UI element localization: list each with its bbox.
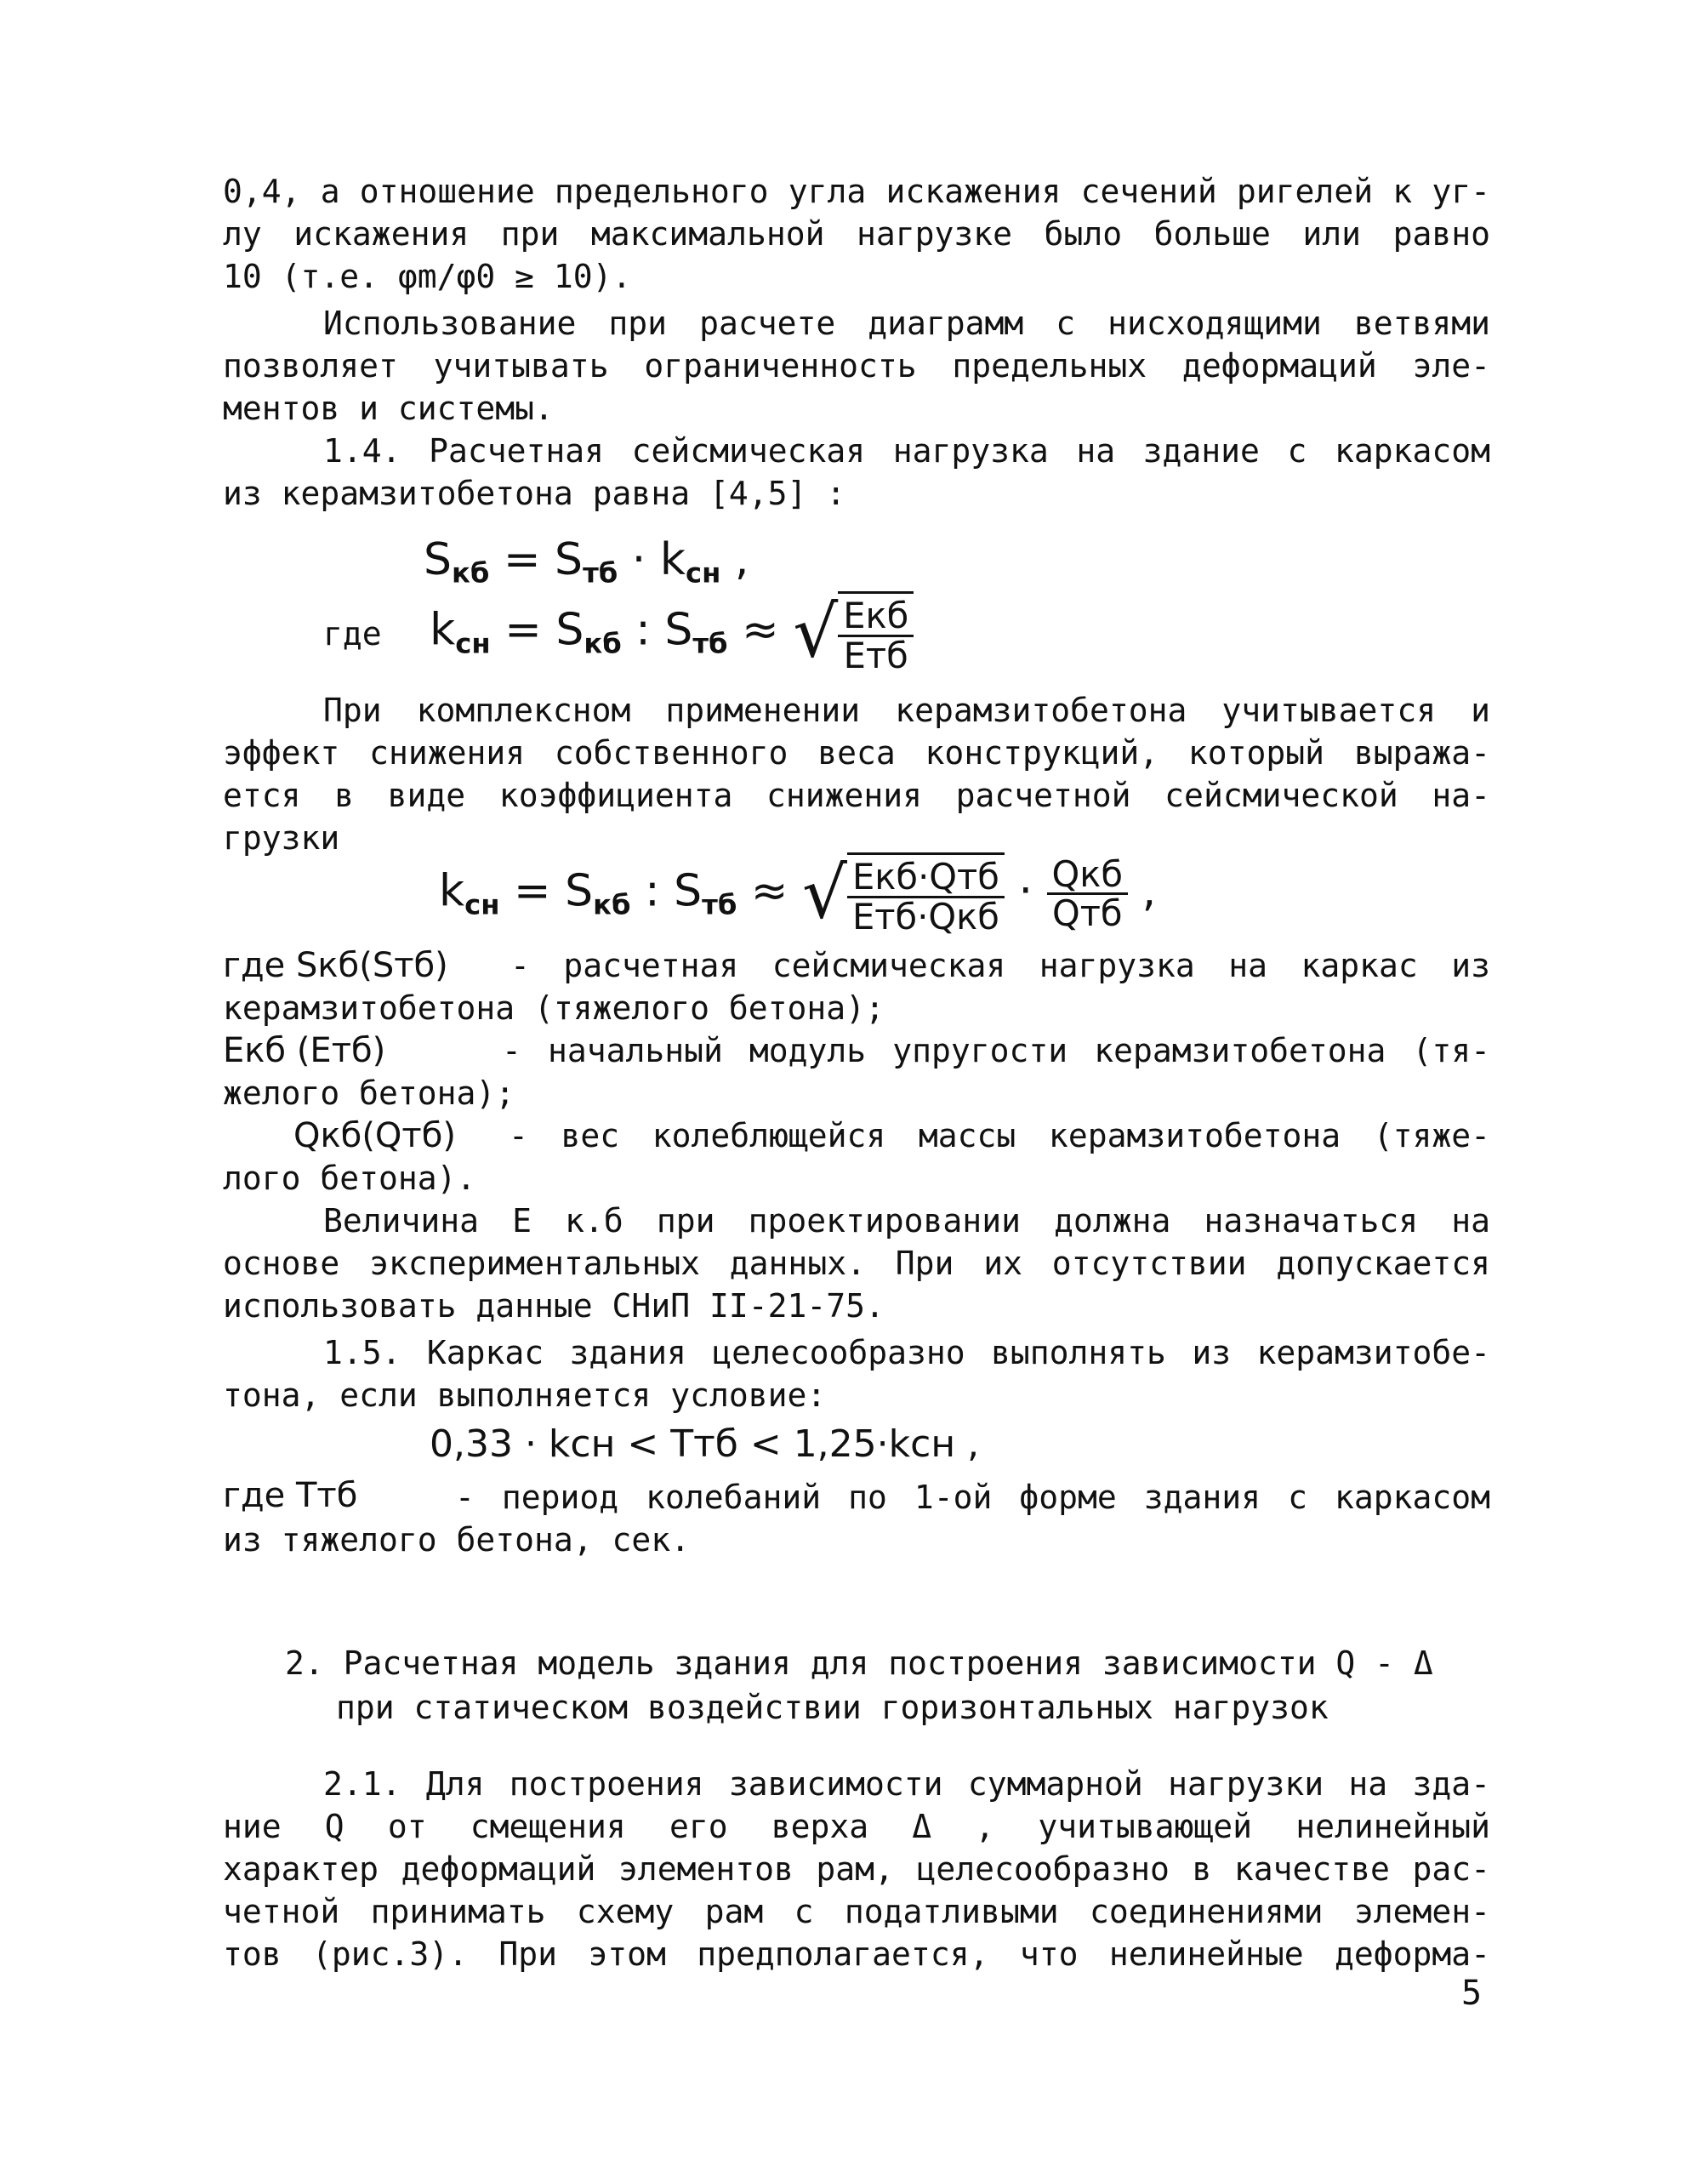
para8-line1: 2.1. Для построения зависимости суммарной нагрузки на зда-	[323, 1765, 1490, 1803]
formula-ksn-mass: $k_{сн} = S_{кб}$ : $S_{тб}$ ≈ √ $\frac{\text{Eкб·Qтб}}{\text{Eтб·Qкб}}$ · $\frac{\text{Qкб}}{\text{Qтб}}$ ,	[439, 852, 1157, 938]
para4-line3: ется в виде коэффициента снижения расчетной сейсмической на-	[223, 777, 1490, 814]
para5-line3: использовать данные СНиП II-21-75.	[223, 1287, 885, 1325]
para1-line1: 0,4, а отношение предельного угла искажения сечений ригелей к уг-	[223, 173, 1490, 210]
para8-line4: четной принимать схему рам с податливыми соединениями элемен-	[223, 1893, 1490, 1930]
def3-symbol: Qкб(Qтб)	[293, 1116, 456, 1155]
def3-line2: лого бетона).	[223, 1160, 476, 1197]
page-number: 5	[1461, 1974, 1483, 2013]
para1-line2: лу искажения при максимальной нагрузке было больше или равно	[223, 215, 1490, 253]
para2-line1: Использование при расчете диаграмм с нисходящими ветвями	[323, 305, 1490, 342]
para2-line3: ментов и системы.	[223, 390, 554, 427]
def3-line1: - вес колеблющейся массы керамзитобетона (тяже-	[509, 1117, 1490, 1154]
section-title-line2: при статическом воздействии горизонтальных нагрузок	[336, 1689, 1329, 1726]
def1-symbol: где Sкб(Sтб)	[223, 946, 448, 985]
para5-line2: основе экспериментальных данных. При их отсутствии допускается	[223, 1245, 1490, 1282]
sqrt-symbol: √ $\frac{\text{Eкб}}{\text{Eтб}}$	[793, 591, 914, 674]
para4-line1: При комплексном применении керамзитобетона учитывается и	[323, 692, 1490, 729]
para2-line2: позволяет учитывать ограниченность предельных деформаций эле-	[223, 347, 1490, 385]
formula-ksn-where: где $k_{сн} = S_{кб}$ : $S_{тб}$ ≈ √ $\frac{\text{Eкб}}{\text{Eтб}}$	[323, 591, 914, 674]
para7-symbol: где Tтб	[223, 1476, 358, 1515]
para4-line2: эффект снижения собственного веса конструкций, который выража-	[223, 734, 1490, 772]
para6-line2: тона, если выполняется условие:	[223, 1376, 827, 1414]
para8-line3: характер деформаций элементов рам, целесообразно в качестве рас-	[223, 1850, 1490, 1888]
def2-line2: желого бетона);	[223, 1074, 515, 1112]
para7-line2: из тяжелого бетона, сек.	[223, 1521, 691, 1559]
def1-line2: керамзитобетона (тяжелого бетона);	[223, 989, 885, 1027]
para1-line3: 10 (т.е. φm/φ0 ≥ 10).	[223, 258, 632, 295]
para6-line1: 1.5. Каркас здания целесообразно выполнять из керамзитобе-	[323, 1334, 1490, 1371]
formula-skb: $S_{кб} = S_{тб} \cdot k_{сн}$ ,	[424, 534, 749, 590]
para5-line1: Величина E к.б при проектировании должна назначаться на	[323, 1202, 1490, 1240]
para7-line1: - период колебаний по 1-ой форме здания с каркасом	[455, 1479, 1490, 1516]
def1-line1: - расчетная сейсмическая нагрузка на каркас из	[510, 947, 1490, 984]
section-title-line1: 2. Расчетная модель здания для построения зависимости Q - Δ	[285, 1644, 1433, 1682]
para8-line2: ние Q от смещения его верха Δ , учитывающей нелинейный	[223, 1808, 1490, 1845]
def2-line1: - начальный модуль упругости керамзитобетона (тя-	[502, 1032, 1490, 1069]
para3-line1: 1.4. Расчетная сейсмическая нагрузка на здание с каркасом	[323, 432, 1490, 470]
sqrt-symbol: √ $\frac{\text{Eкб·Qтб}}{\text{Eтб·Qкб}}$	[802, 852, 1005, 935]
formula-condition: 0,33 · kсн < Tтб < 1,25·kсн ,	[430, 1422, 980, 1466]
para4-line4: грузки	[223, 819, 340, 857]
def2-symbol: Eкб (Eтб)	[223, 1031, 386, 1070]
para3-line2: из керамзитобетона равна [4,5] :	[223, 475, 846, 512]
para8-line5: тов (рис.3). При этом предполагается, что нелинейные деформа-	[223, 1935, 1490, 1973]
